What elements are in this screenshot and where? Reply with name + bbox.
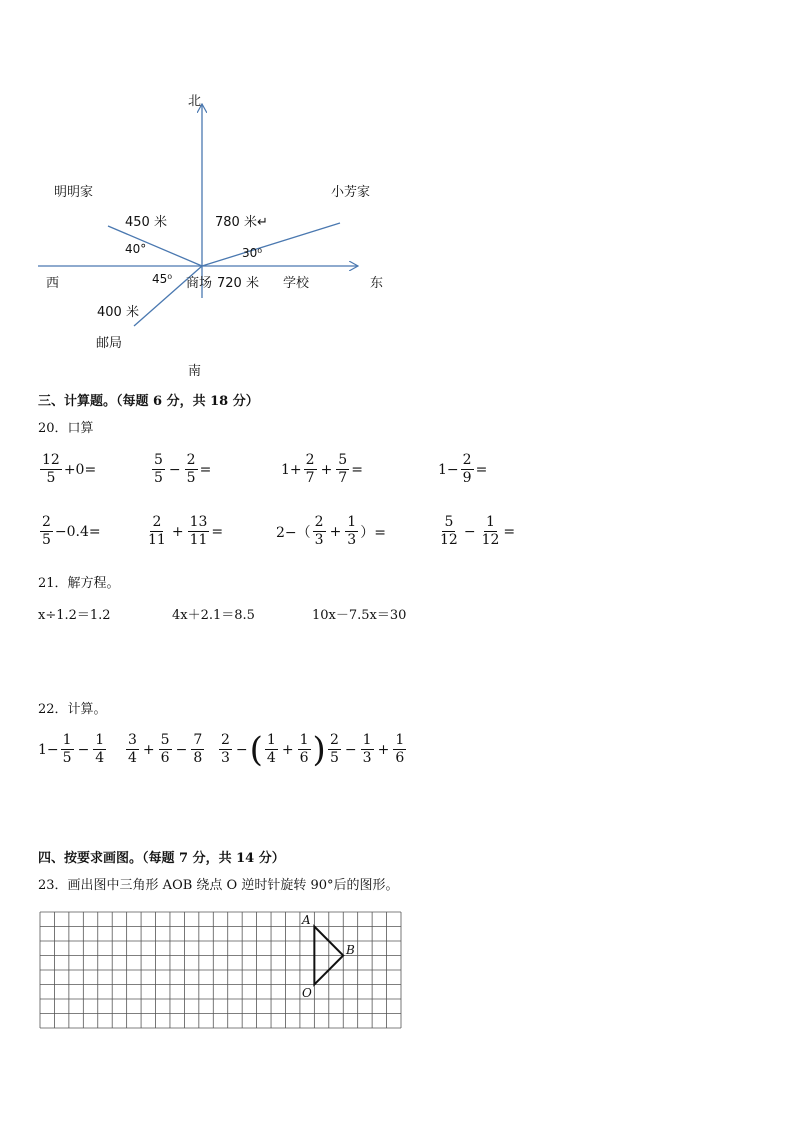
label-xiaofang-home: 小芳家 — [331, 185, 371, 200]
fraction: $\frac{5}{7}$ — [338, 452, 348, 486]
section-3-title: 三、计算题。（每题 6 分，共 18 分） — [38, 394, 259, 409]
q22-expr-3: $\frac{2}{3}$ − ( $\frac{1}{4}$ + $\frac{1}{6}$ ) — [221, 729, 326, 770]
q22-expr-1: 1− $\frac{1}{5}$ − $\frac{1}{4}$ — [38, 732, 105, 766]
label-east: 东 — [370, 276, 384, 291]
q20-expr-6: $\frac{2}{11}$ + $\frac{13}{11}$ = — [148, 514, 224, 548]
fraction: $\frac{5}{5}$ — [154, 452, 163, 486]
fraction: $\frac{2}{5}$ — [330, 732, 339, 766]
fraction: $\frac{2}{3}$ — [314, 514, 324, 548]
q20-expr-1: $\frac{12}{5}$ +0= — [42, 452, 97, 486]
fraction: $\frac{12}{5}$ — [42, 452, 60, 486]
q21-equation-3: 10x－7.5x＝30 — [312, 608, 407, 623]
fraction: $\frac{5}{6}$ — [160, 732, 170, 766]
fraction: $\frac{1}{6}$ — [299, 732, 309, 766]
line-to-minming — [108, 226, 202, 266]
fraction: $\frac{2}{3}$ — [221, 732, 230, 766]
rotation-grid — [40, 912, 402, 1030]
fraction: $\frac{5}{12}$ — [440, 514, 458, 548]
label-school: 学校 — [283, 276, 310, 291]
q20-expr-2: $\frac{5}{5}$ − $\frac{2}{5}$ = — [154, 452, 212, 486]
fraction: $\frac{1}{5}$ — [62, 732, 72, 766]
point-o-label: O — [302, 986, 312, 1000]
q22-title: 22．计算。 — [38, 702, 107, 717]
label-dist-school: 720 米 — [217, 276, 259, 291]
fraction: $\frac{2}{5}$ — [42, 514, 51, 548]
fraction: $\frac{1}{4}$ — [95, 732, 105, 766]
label-mall: 商场 — [186, 276, 213, 291]
fraction: $\frac{2}{5}$ — [186, 452, 196, 486]
label-angle-post: 45⁰ — [152, 272, 173, 286]
fraction: $\frac{1}{4}$ — [266, 732, 276, 766]
fraction: $\frac{1}{3}$ — [347, 514, 357, 548]
fraction: $\frac{2}{11}$ — [148, 514, 166, 548]
q21-equation-1: x÷1.2＝1.2 — [38, 608, 111, 623]
label-minming-home: 明明家 — [54, 185, 94, 200]
q20-expr-4: 1− $\frac{2}{9}$ = — [438, 452, 488, 486]
fraction: $\frac{3}{4}$ — [128, 732, 137, 766]
label-north: 北 — [188, 94, 202, 109]
q20-expr-3: 1+ $\frac{2}{7}$ + $\frac{5}{7}$ = — [281, 452, 363, 486]
q20-expr-7: 2−（ $\frac{2}{3}$ + $\frac{1}{3}$ ）= — [276, 514, 386, 548]
fraction: $\frac{2}{7}$ — [305, 452, 315, 486]
section-4-title: 四、按要求画图。（每题 7 分，共 14 分） — [38, 851, 285, 866]
q21-title: 21．解方程。 — [38, 576, 120, 591]
label-post-office: 邮局 — [96, 336, 123, 351]
point-b-label: B — [346, 943, 355, 957]
q20-expr-8: $\frac{5}{12}$ − $\frac{1}{12}$ = — [440, 514, 516, 548]
fraction: $\frac{1}{12}$ — [481, 514, 500, 548]
q22-expr-2: $\frac{3}{4}$ + $\frac{5}{6}$ − $\frac{7}{8}$ — [128, 732, 203, 766]
q20-expr-5: $\frac{2}{5}$ −0.4= — [42, 514, 101, 548]
fraction: $\frac{13}{11}$ — [189, 514, 208, 548]
q20-title: 20．口算 — [38, 421, 94, 436]
label-angle-minming: 40° — [125, 242, 147, 256]
label-south: 南 — [188, 364, 202, 379]
label-angle-xiaofang: 30⁰ — [242, 246, 263, 260]
q22-expr-4: $\frac{2}{5}$ − $\frac{1}{3}$ + $\frac{1}{6}$ — [330, 732, 405, 766]
fraction: $\frac{2}{9}$ — [462, 452, 472, 486]
fraction: $\frac{1}{3}$ — [362, 732, 372, 766]
label-west: 西 — [46, 276, 60, 291]
fraction: $\frac{7}{8}$ — [193, 732, 203, 766]
fraction: $\frac{1}{6}$ — [395, 732, 405, 766]
q23-title: 23．画出图中三角形 AOB 绕点 O 逆时针旋转 90°后的图形。 — [38, 878, 399, 893]
label-dist-minming: 450 米 — [125, 215, 167, 230]
label-dist-post: 400 米 — [97, 305, 139, 320]
point-a-label: A — [302, 913, 311, 927]
q21-equation-2: 4x＋2.1＝8.5 — [172, 608, 255, 623]
label-dist-xiaofang: 780 米↵ — [215, 215, 268, 230]
